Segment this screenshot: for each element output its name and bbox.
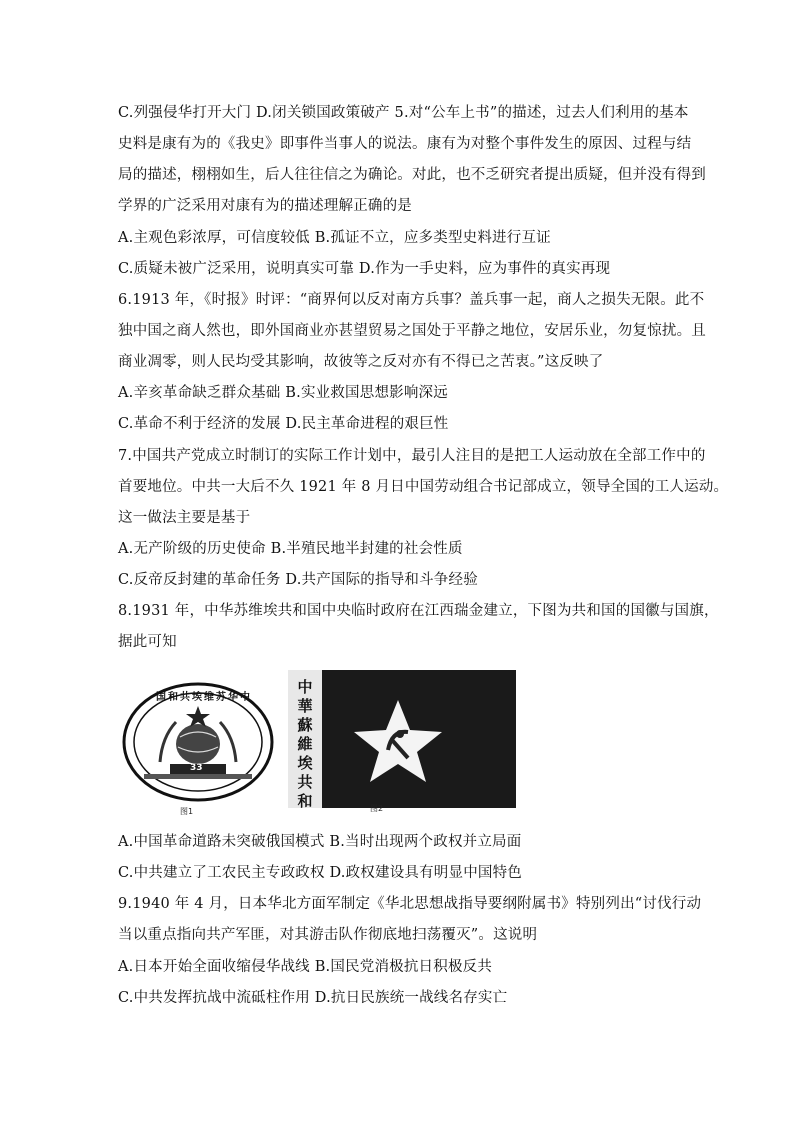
option-line: A.主观色彩浓厚，可信度较低 B.孤证不立，应多类型史料进行互证 — [118, 230, 551, 246]
flag-char: 中 — [297, 678, 313, 696]
option-line: A.日本开始全面收缩侵华战线 B.国民党消极抗日积极反共 — [118, 959, 493, 975]
text-line: 这一做法主要是基于 — [118, 510, 251, 526]
text-line: 商业凋零，则人民均受其影响，故彼等之反对亦有不得已之苦衷。”这反映了 — [118, 354, 604, 370]
flag-char: 共 — [297, 773, 313, 791]
option-line: C.中共建立了工农民主专政政权 D.政权建设具有明显中国特色 — [118, 865, 523, 881]
option-line: C.反帝反封建的革命任务 D.共产国际的指导和斗争经验 — [118, 572, 478, 588]
option-line: A.中国革命道路未突破俄国模式 B.当时出现两个政权并立局面 — [118, 834, 522, 850]
text-line: C.列强侵华打开大门 D.闭关锁国政策破产 5.对“公车上书”的描述，过去人们利用的基本 — [118, 105, 689, 121]
option-line: A.无产阶级的历史使命 B.半殖民地半封建的社会性质 — [118, 541, 463, 557]
question-7-text: 7.中国共产党成立时制订的实际工作计划中，最引人注目的是把工人运动放在全部工作中的 — [118, 448, 706, 464]
flag-char: 埃 — [297, 754, 313, 772]
text-line: 学界的广泛采用对康有为的描述理解正确的是 — [118, 198, 412, 214]
text-line: 局的描述，栩栩如生，后人往往信之为确论。对此，也不乏研究者提出质疑，但并没有得到 — [118, 167, 706, 183]
emblem-arc-text: 国和共埃维苏华中 — [156, 692, 252, 703]
question-6-text: 6.1913 年，《时报》时评：“商界何以反对南方兵事？盖兵事一起，商人之损失无限。此不 — [118, 292, 705, 308]
text-line: 史料是康有为的《我史》即事件当事人的说法。康有为对整个事件发生的原因、过程与结 — [118, 136, 692, 152]
text-line: 据此可知 — [118, 634, 177, 650]
question-8-text: 8.1931 年，中华苏维埃共和国中央临时政府在江西瑞金建立，下图为共和国的国徽与国旗， — [118, 603, 719, 619]
option-line: C.质疑未被广泛采用，说明真实可靠 D.作为一手史料，应为事件的真实再现 — [118, 261, 611, 277]
figure-2-caption: 图2 — [370, 804, 384, 813]
flag-vertical-text — [294, 678, 316, 811]
soviet-flag-figure — [288, 670, 516, 808]
flag-char: 華 — [297, 697, 313, 715]
flag-icon — [288, 670, 516, 808]
option-line: C.革命不利于经济的发展 D.民主革命进程的艰巨性 — [118, 416, 449, 432]
flag-char: 蘇 — [297, 716, 313, 734]
text-line: 当以重点指向共产军匪，对其游击队作彻底地扫荡覆灭”。这说明 — [118, 927, 538, 943]
flag-char: 維 — [297, 735, 313, 753]
flag-char: 和 — [297, 792, 313, 810]
emblem-number: 33 — [190, 763, 203, 773]
option-line: C.中共发挥抗战中流砥柱作用 D.抗日民族统一战线名存实亡 — [118, 990, 508, 1006]
question-9-text: 9.1940 年 4 月，日本华北方面军制定《华北思想战指导要纲附属书》特别列出“讨伐行动 — [118, 896, 702, 912]
text-line: 独中国之商人然也，即外国商业亦甚望贸易之国处于平静之地位，安居乐业，勿复惊扰。且 — [118, 323, 706, 339]
text-line: 首要地位。中共一大后不久 1921 年 8 月日中国劳动组合书记部成立，领导全国的工人运动。 — [118, 479, 729, 495]
option-line: A.辛亥革命缺乏群众基础 B.实业救国思想影响深远 — [118, 385, 448, 401]
soviet-emblem-figure — [122, 682, 274, 802]
figure-1-caption: 图1 — [180, 807, 194, 816]
figures-block — [118, 660, 522, 820]
